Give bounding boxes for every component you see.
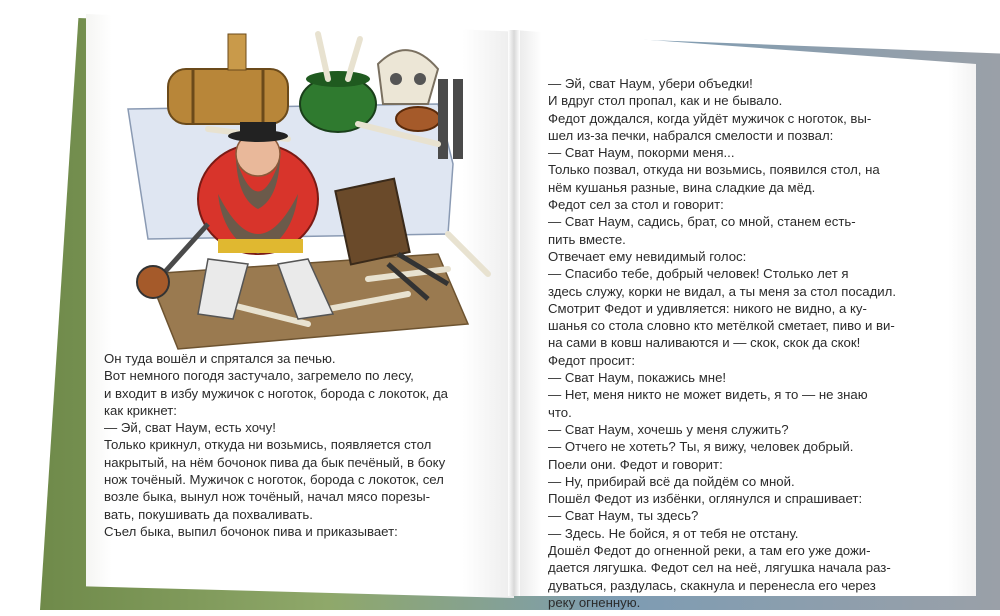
text-line: дается лягушка. Федот сел на неё, лягушка начала раз-	[548, 560, 891, 576]
text-line: нём кушанья разные, вина сладкие да мёд.	[548, 179, 816, 195]
text-line: накрытый, на нём бочонок пива да бык печёный, в боку	[104, 454, 446, 470]
text-line: Поели они. Федот и говорит:	[548, 456, 723, 472]
text-line: Только крикнул, откуда ни возьмись, появляется стол	[104, 437, 432, 453]
text-line: реку огненную.	[548, 594, 641, 610]
chair-icon	[438, 79, 463, 159]
text-line: Федот просит:	[548, 352, 635, 368]
text-line: Смотрит Федот и удивляется: никого не видно, а ку-	[548, 300, 867, 316]
text-line: Вот немного погодя застучало, загремело по лесу,	[104, 368, 414, 384]
text-line: Федот сел за стол и говорит:	[548, 197, 724, 213]
text-line: Съел быка, выпил бочонок пива и приказывает:	[104, 523, 398, 539]
barrel-icon	[168, 34, 288, 124]
text-line: — Нет, меня никто не может видеть, я то — не знаю	[548, 387, 868, 403]
text-line: шанья со стола словно кто метёлкой сметает, пиво и ви-	[548, 318, 895, 334]
text-line: здесь служу, корки не видал, а ты меня за стол посадил.	[548, 283, 897, 299]
text-line: — Отчего не хотеть? Ты, я вижу, человек добрый.	[548, 439, 854, 455]
text-line: шел из-за печки, набрался смелости и позвал:	[548, 127, 834, 143]
text-line: как крикнет:	[104, 402, 177, 418]
text-line: — Спасибо тебе, добрый человек! Столько лет я	[548, 266, 849, 282]
text-line: на сами в ковш наливаются и — скок, скок да скок!	[548, 335, 861, 351]
text-line: вать, покушивать да похваливать.	[104, 506, 313, 522]
text-line: нож точёный. Мужичок с ноготок, борода с локоток, сел	[104, 472, 444, 488]
text-line: что.	[548, 404, 572, 420]
text-line: Отвечает ему невидимый голос:	[548, 248, 747, 264]
text-line: Пошёл Федот из избёнки, оглянулся и спрашивает:	[548, 491, 863, 507]
text-line: Федот дождался, когда уйдёт мужичок с ноготок, вы-	[548, 110, 872, 126]
left-page-text	[104, 350, 500, 540]
text-line: — Сват Наум, ты здесь?	[548, 508, 699, 524]
book-gutter	[508, 30, 520, 596]
text-line: — Эй, сват Наум, есть хочу!	[104, 420, 276, 436]
bowl-icon	[396, 107, 440, 131]
text-line: — Здесь. Не бойся, я от тебя не отстану.	[548, 525, 799, 541]
fairy-tale-illustration	[108, 24, 508, 354]
right-page-text	[548, 75, 898, 611]
text-line: и входит в избу мужичок с ноготок, борода с локоток, да	[104, 385, 449, 401]
text-line: Только позвал, откуда ни возьмись, появился стол, на	[548, 162, 880, 178]
text-line: дуваться, раздулась, скакнула и перенесла его через	[548, 577, 876, 593]
text-line: Дошёл Федот до огненной реки, а там его уже дожи-	[548, 543, 871, 559]
text-line: — Ну, прибирай всё да пойдём со мной.	[548, 473, 795, 489]
text-line: Он туда вошёл и спрятался за печью.	[104, 351, 336, 366]
text-line: пить вместе.	[548, 231, 626, 247]
text-line: — Сват Наум, покажись мне!	[548, 370, 727, 386]
text-line: возле быка, вынул нож точёный, начал мясо порезы-	[104, 489, 430, 505]
text-line: — Сват Наум, садись, брат, со мной, станем есть-	[548, 214, 856, 230]
skull-icon	[378, 50, 438, 104]
text-line: — Эй, сват Наум, убери объедки!	[548, 76, 753, 91]
text-line: И вдруг стол пропал, как и не бывало.	[548, 93, 783, 109]
text-line: — Сват Наум, хочешь у меня служить?	[548, 421, 789, 437]
text-line: — Сват Наум, покорми меня...	[548, 145, 735, 161]
green-pot-icon	[300, 34, 376, 132]
